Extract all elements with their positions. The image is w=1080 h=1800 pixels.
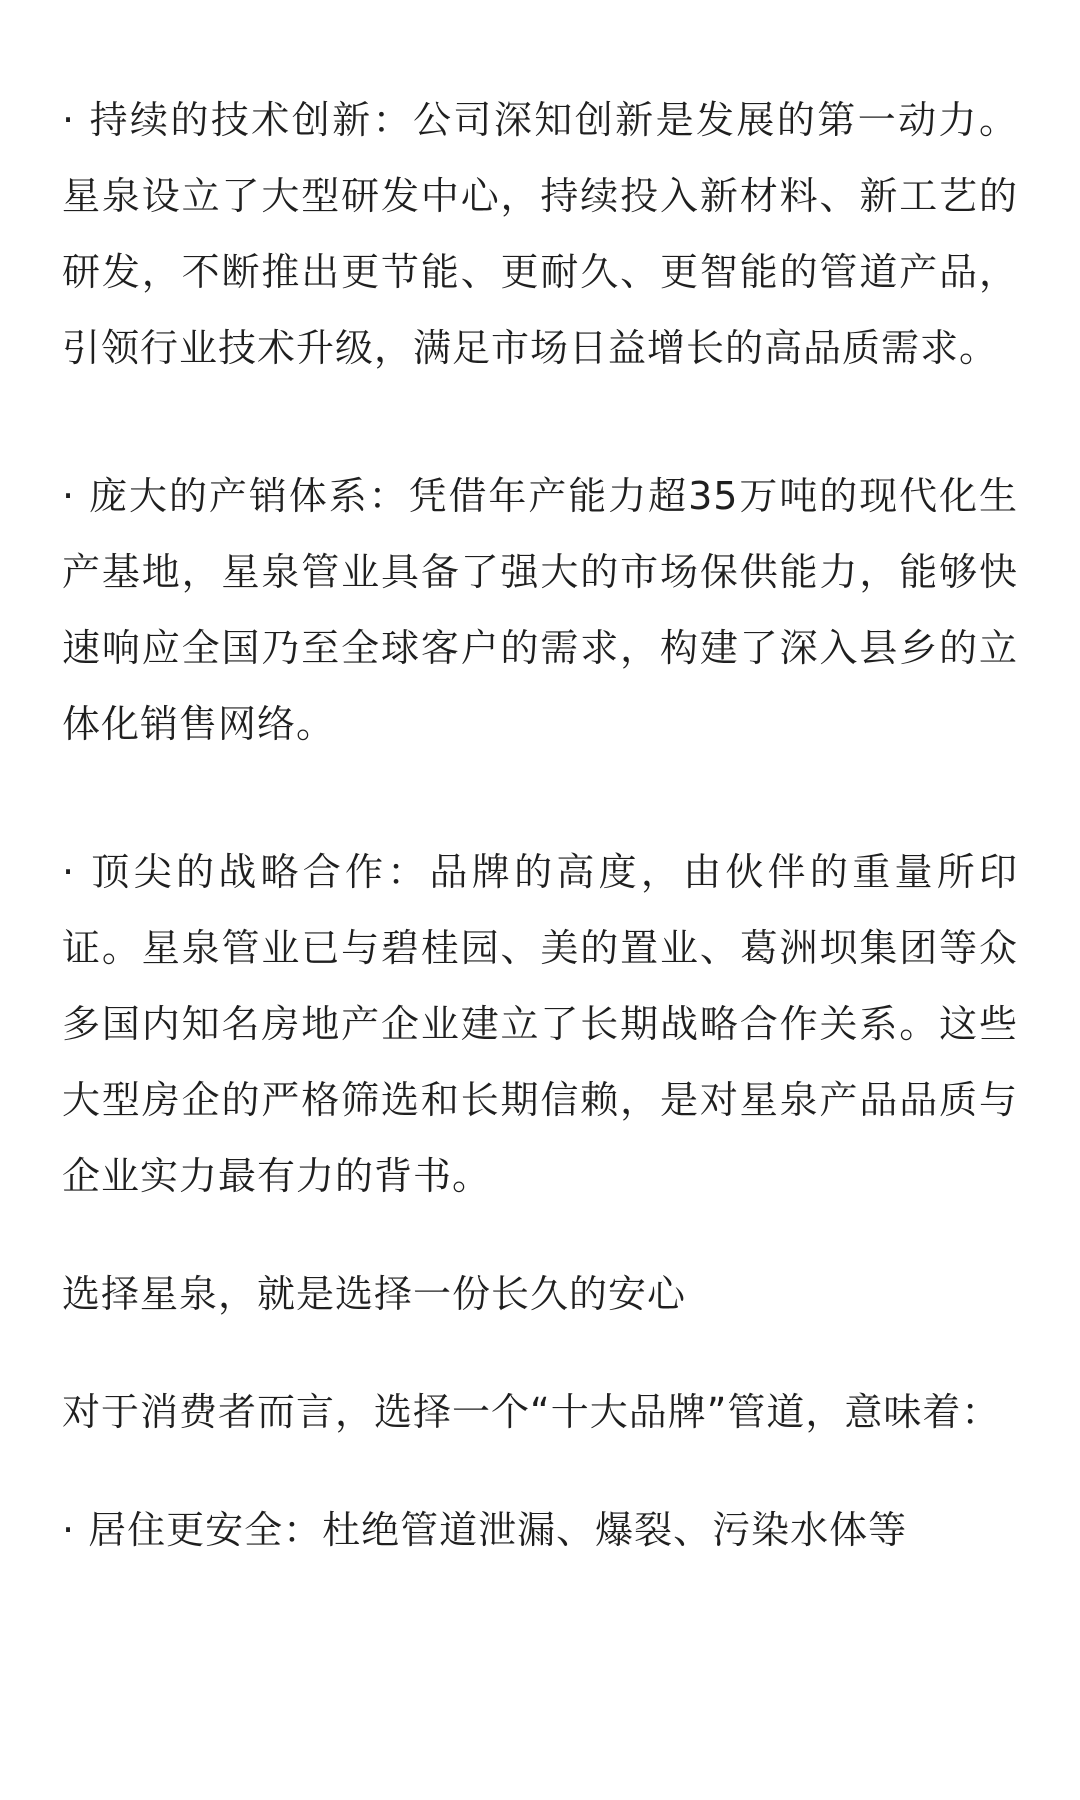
paragraph-living-safety: · 居住更安全：杜绝管道泄漏、爆裂、污染水体等 bbox=[62, 1508, 908, 1552]
paragraph-production-sales: · 庞大的产销体系：凭借年产能力超35万吨的现代化生产基地，星泉管业具备了强大的市场保供能力，能够快速响应全国乃至全球客户的需求，构建了深入县乡的立体化销售网络。 bbox=[62, 474, 1018, 746]
paragraph-strategic-cooperation: · 顶尖的战略合作：品牌的高度，由伙伴的重量所印证。星泉管业已与碧桂园、美的置业、葛洲坝集团等众多国内知名房地产企业建立了长期战略合作关系。这些大型房企的严格筛选和长期信赖，是对星泉产品品质与企业实力最有力的背书。 bbox=[62, 850, 1018, 1198]
paragraph-tech-innovation: · 持续的技术创新：公司深知创新是发展的第一动力。星泉设立了大型研发中心，持续投入新材料、新工艺的研发，不断推出更节能、更耐久、更智能的管道产品，引领行业技术升级，满足市场日益增长的高品质需求。 bbox=[62, 98, 1018, 370]
paragraph-consumer-meaning: 对于消费者而言，选择一个“十大品牌”管道，意味着： bbox=[62, 1390, 1001, 1434]
section-heading-choose-xingquan: 选择星泉，就是选择一份长久的安心 bbox=[62, 1272, 687, 1316]
